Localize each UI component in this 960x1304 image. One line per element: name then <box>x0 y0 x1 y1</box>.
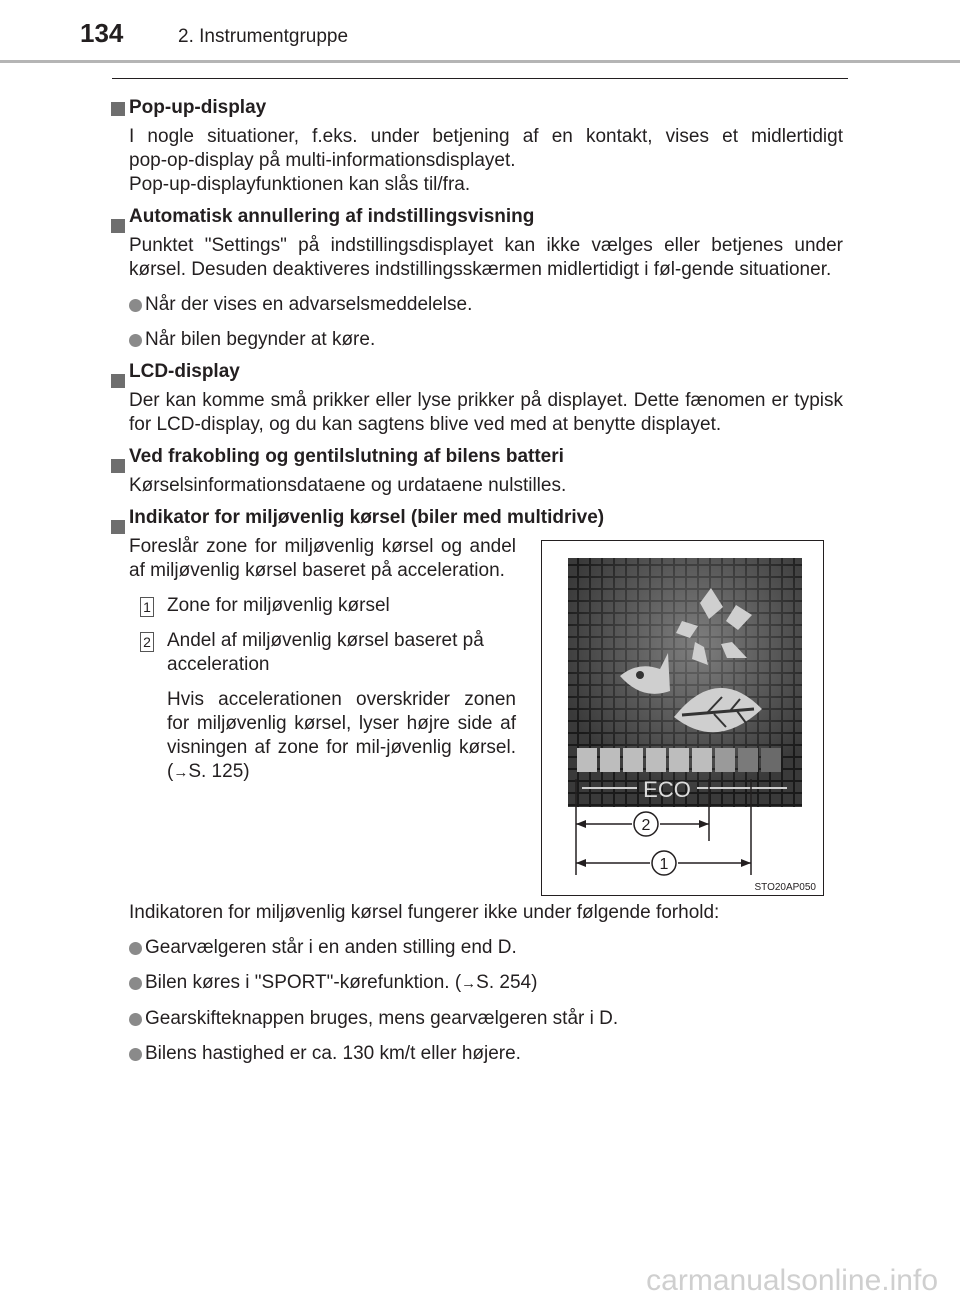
section-auto-cancel <box>111 205 843 352</box>
eco-label: ECO <box>643 777 691 802</box>
section-lcd <box>111 360 843 437</box>
eco-indicator-illustration <box>542 541 823 895</box>
round-bullet-icon <box>129 299 142 312</box>
callout-2-label: 2 <box>641 817 651 834</box>
eco-conditions-intro: Indikatoren for miljøvenlig kørsel fungerer ikke under følgende forhold: <box>129 902 720 923</box>
square-bullet-icon <box>111 520 125 534</box>
callout-item: 1 Zone for miljøvenlig kørsel <box>129 594 516 618</box>
list-item: Gearskifteknappen bruges, mens gearvælgeren står i D. <box>111 1007 843 1031</box>
eco-intro: Foreslår zone for miljøvenlig kørsel og andel af miljøvenlig kørsel baseret på acceleration. <box>129 536 516 581</box>
eco-text-column <box>129 535 516 785</box>
square-bullet-icon <box>111 102 125 116</box>
section-heading: Pop-up-display <box>129 97 267 118</box>
square-bullet-icon <box>111 459 125 473</box>
arrow-right-icon: → <box>173 764 189 781</box>
section-popup <box>111 96 843 197</box>
section-heading: Indikator for miljøvenlig kørsel (biler med multidrive) <box>129 507 605 528</box>
section-body: Der kan komme små prikker eller lyse prikker på displayet. Dette fænomen er typisk for LCD-display, og du kan sagtens blive ved med at benytte displayet. <box>129 390 843 435</box>
page-content <box>111 88 843 1066</box>
page-reference: S. 125) <box>188 761 250 782</box>
popup-line-2: pop-op-display på multi-informationsdisplayet. <box>129 150 516 171</box>
chapter-title: 2. Instrumentgruppe <box>178 26 349 47</box>
popup-line-1: I nogle situationer, f.eks. under betjening af en kontakt, vises et midlertidigt <box>129 126 843 147</box>
section-heading: LCD-display <box>129 361 240 382</box>
list-item: Når der vises en advarselsmeddelelse. <box>111 293 843 317</box>
section-battery <box>111 445 843 498</box>
section-body: Kørselsinformationsdataene og urdataene nulstilles. <box>129 475 567 496</box>
square-bullet-icon <box>111 219 125 233</box>
callout-1-label: 1 <box>659 856 669 873</box>
page-number: 134 <box>80 18 124 48</box>
round-bullet-icon <box>129 942 142 955</box>
content-rule <box>112 78 848 79</box>
eco-note: Hvis accelerationen overskrider zonen for miljøvenlig kørsel, lyser højre side af visningen af zone for mil-jøvenlig kørsel. (→S. 125) <box>167 689 516 782</box>
list-item: Bilens hastighed er ca. 130 km/t eller højere. <box>111 1042 843 1066</box>
eco-figure <box>541 540 824 896</box>
round-bullet-icon <box>129 334 142 347</box>
list-item: Bilen køres i "SPORT"-kørefunktion. (→S. 254) <box>111 971 843 996</box>
header-rule <box>0 60 960 63</box>
list-item: Når bilen begynder at køre. <box>111 328 843 352</box>
popup-line-3: Pop-up-displayfunktionen kan slås til/fra. <box>129 174 471 195</box>
round-bullet-icon <box>129 977 142 990</box>
section-heading: Ved frakobling og gentilslutning af bilens batteri <box>129 446 564 467</box>
watermark: carmanualsonline.info <box>646 1264 938 1297</box>
round-bullet-icon <box>129 1048 142 1061</box>
section-heading: Automatisk annullering af indstillingsvisning <box>129 206 535 227</box>
callout-item: 2 Andel af miljøvenlig kørsel baseret på acceleration <box>129 629 516 677</box>
square-bullet-icon <box>111 374 125 388</box>
callout-number-icon: 1 <box>140 597 154 617</box>
round-bullet-icon <box>129 1013 142 1026</box>
page-header <box>0 0 960 64</box>
eco-zone-bar <box>577 748 781 772</box>
page-reference: S. 254) <box>476 972 538 993</box>
figure-code: STO20AP050 <box>754 882 816 893</box>
section-eco <box>111 506 843 1066</box>
callout-number-icon: 2 <box>140 632 154 652</box>
arrow-right-icon: → <box>461 975 477 992</box>
section-body: Punktet "Settings" på indstillingsdisplayet kan ikke vælges eller betjenes under kørsel. Desuden deaktiveres indstillingsskærmen midlertidigt i føl-gende situationer. <box>129 235 843 280</box>
eco-split <box>111 535 843 895</box>
list-item: Gearvælgeren står i en anden stilling end D. <box>111 936 843 960</box>
